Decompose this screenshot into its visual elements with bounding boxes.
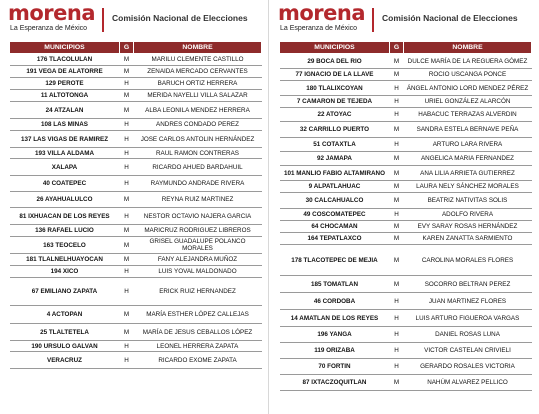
table-row <box>10 254 262 266</box>
municipio-cell: 25 TLALTETELA <box>10 324 120 341</box>
table-row <box>280 122 532 138</box>
municipio-cell: 194 XICO <box>10 266 120 278</box>
table-header-row <box>10 42 262 54</box>
gender-cell: M <box>120 306 134 324</box>
municipio-cell: 46 CORDOBA <box>280 293 390 310</box>
table-row <box>280 327 532 343</box>
gender-cell: H <box>390 343 404 359</box>
candidate-name-cell: LEONEL HERRERA ZAPATA <box>134 341 262 352</box>
municipio-cell: 51 COTAXTLA <box>280 138 390 152</box>
municipio-cell: 7 CAMARON DE TEJEDA <box>280 96 390 108</box>
table-row <box>280 221 532 233</box>
gender-cell: H <box>120 208 134 225</box>
page-gap <box>268 0 269 414</box>
table-row <box>280 54 532 69</box>
gender-cell: M <box>390 375 404 391</box>
gender-cell: H <box>390 209 404 221</box>
municipio-cell: 196 YANGA <box>280 327 390 343</box>
municipio-cell: 32 CARRILLO PUERTO <box>280 122 390 138</box>
gender-cell: H <box>390 310 404 327</box>
candidate-name-cell: BEATRIZ NATIVITAS SOLIS <box>404 193 532 209</box>
table-row <box>280 375 532 391</box>
gender-cell: M <box>390 276 404 293</box>
municipio-cell: 92 JAMAPA <box>280 152 390 166</box>
table-row <box>280 343 532 359</box>
gender-cell: M <box>120 237 134 254</box>
gender-cell: H <box>120 266 134 278</box>
candidate-name-cell: ROCIO USCANGA PONCE <box>404 69 532 81</box>
gender-cell: H <box>120 278 134 306</box>
table-row <box>10 54 262 66</box>
header-nombre: NOMBRE <box>404 42 532 54</box>
table-row <box>280 166 532 181</box>
candidate-name-cell: VICTOR CASTELAN CRIVIELI <box>404 343 532 359</box>
municipio-cell: 14 AMATLAN DE LOS REYES <box>280 310 390 327</box>
table-row <box>280 81 532 96</box>
municipio-cell: 29 BOCA DEL RIO <box>280 54 390 69</box>
table-row <box>280 152 532 166</box>
table-row <box>10 176 262 192</box>
org-title: Comisión Nacional de Elecciones <box>382 13 518 23</box>
table-row <box>10 131 262 148</box>
table-row <box>280 293 532 310</box>
table-body-right <box>280 54 532 391</box>
document-page-left <box>4 0 266 414</box>
page-header <box>274 0 536 38</box>
header-divider <box>372 8 374 32</box>
candidate-name-cell: MARÍA ESTHER LÓPEZ CALLEJAS <box>134 306 262 324</box>
gender-cell: H <box>120 176 134 192</box>
candidate-name-cell: RAUL RAMON CONTRERAS <box>134 148 262 159</box>
morena-logo: morena <box>278 1 366 25</box>
candidate-name-cell: REYNA RUIZ MARTINEZ <box>134 192 262 208</box>
municipio-cell: 26 AYAHUALULCO <box>10 192 120 208</box>
table-row <box>10 237 262 254</box>
candidate-name-cell: RICARDO AHUED BARDAHUIL <box>134 159 262 176</box>
municipio-cell: 22 ATOYAC <box>280 108 390 122</box>
table-row <box>280 209 532 221</box>
gender-cell: M <box>120 54 134 66</box>
gender-cell: H <box>120 78 134 90</box>
candidate-name-cell: EVY SARAY ROSAS HERNÁNDEZ <box>404 221 532 233</box>
table-body-left <box>10 54 262 369</box>
candidate-name-cell: FANY ALEJANDRA MUÑOZ <box>134 254 262 266</box>
gender-cell: M <box>120 225 134 237</box>
table-row <box>10 119 262 131</box>
gender-cell: M <box>390 221 404 233</box>
header-divider <box>102 8 104 32</box>
gender-cell: H <box>390 96 404 108</box>
municipio-cell: 101 MANLIO FABIO ALTAMIRANO <box>280 166 390 181</box>
table-row <box>280 108 532 122</box>
municipio-cell: 136 RAFAEL LUCIO <box>10 225 120 237</box>
table-header-row <box>280 42 532 54</box>
gender-cell: M <box>120 102 134 119</box>
candidate-name-cell: JUAN MARTINEZ FLORES <box>404 293 532 310</box>
municipio-cell: 24 ATZALAN <box>10 102 120 119</box>
municipio-cell: 108 LAS MINAS <box>10 119 120 131</box>
gender-cell: H <box>120 352 134 369</box>
table-row <box>280 193 532 209</box>
municipio-cell: 193 VILLA ALDAMA <box>10 148 120 159</box>
morena-logo: morena <box>8 1 96 25</box>
candidate-name-cell: ARTURO LARA RIVERA <box>404 138 532 152</box>
municipio-cell: 129 PEROTE <box>10 78 120 90</box>
candidate-name-cell: ADOLFO RIVERA <box>404 209 532 221</box>
municipio-cell: 176 TLACOLULAN <box>10 54 120 66</box>
gender-cell: H <box>120 159 134 176</box>
candidate-name-cell: CAROLINA MORALES FLORES <box>404 245 532 276</box>
logo-tagline: La Esperanza de México <box>280 25 358 32</box>
header-nombre: NOMBRE <box>134 42 262 54</box>
gender-cell: H <box>120 119 134 131</box>
table-row <box>280 233 532 245</box>
municipio-cell: 4 ACTOPAN <box>10 306 120 324</box>
header-gender: G <box>120 42 134 54</box>
candidate-name-cell: LUIS YOVAL MALDONADO <box>134 266 262 278</box>
table-row <box>10 352 262 369</box>
candidate-name-cell: NESTOR OCTAVIO NAJERA GARCIA <box>134 208 262 225</box>
municipio-cell: 9 ALPATLAHUAC <box>280 181 390 193</box>
table-row <box>10 192 262 208</box>
candidate-name-cell: ALBA LEONILA MENDEZ HERRERA <box>134 102 262 119</box>
candidate-name-cell: HABACUC TERRAZAS ALVERDIN <box>404 108 532 122</box>
table-row <box>10 66 262 78</box>
gender-cell: M <box>120 324 134 341</box>
table-row <box>10 324 262 341</box>
municipio-cell: 185 TOMATLAN <box>280 276 390 293</box>
candidate-name-cell: SOCORRO BELTRAN PEREZ <box>404 276 532 293</box>
municipio-cell: 119 ORIZABA <box>280 343 390 359</box>
candidate-name-cell: ANDRES CONDADO PEREZ <box>134 119 262 131</box>
candidate-name-cell: JOSE CARLOS ANTOLIN HERNÁNDEZ <box>134 131 262 148</box>
table-row <box>280 245 532 276</box>
org-title: Comisión Nacional de Elecciones <box>112 13 248 23</box>
gender-cell: M <box>120 254 134 266</box>
municipio-cell: 77 IGNACIO DE LA LLAVE <box>280 69 390 81</box>
table-row <box>280 276 532 293</box>
table-row <box>10 78 262 90</box>
table-row <box>280 359 532 375</box>
gender-cell: H <box>120 341 134 352</box>
gender-cell: M <box>390 152 404 166</box>
document-page-right <box>274 0 536 414</box>
municipio-cell: 64 CHOCAMAN <box>280 221 390 233</box>
candidate-name-cell: NAHÚM ALVAREZ PELLICO <box>404 375 532 391</box>
municipio-cell: 11 ALTOTONGA <box>10 90 120 102</box>
candidate-name-cell: MARICRUZ RODRIGUEZ LIBREROS <box>134 225 262 237</box>
municipio-cell: 137 LAS VIGAS DE RAMIREZ <box>10 131 120 148</box>
candidate-name-cell: GERARDO ROSALES VICTORIA <box>404 359 532 375</box>
candidate-name-cell: LUIS ARTURO FIGUEROA VARGAS <box>404 310 532 327</box>
table-row <box>280 310 532 327</box>
table-row <box>280 138 532 152</box>
candidate-name-cell: LAURA NELY SÁNCHEZ MORALES <box>404 181 532 193</box>
gender-cell: H <box>390 108 404 122</box>
gender-cell: H <box>390 138 404 152</box>
municipio-cell: 81 IXHUACAN DE LOS REYES <box>10 208 120 225</box>
gender-cell: M <box>390 122 404 138</box>
gender-cell: M <box>390 193 404 209</box>
table-row <box>280 96 532 108</box>
gender-cell: H <box>390 293 404 310</box>
table-row <box>10 266 262 278</box>
candidate-name-cell: ÁNGEL ANTONIO LORD MENDEZ PÉREZ <box>404 81 532 96</box>
candidate-name-cell: MARILU CLEMENTE CASTILLO <box>134 54 262 66</box>
gender-cell: H <box>390 327 404 343</box>
municipio-cell: 87 IXTACZOQUITLAN <box>280 375 390 391</box>
header-gender: G <box>390 42 404 54</box>
municipio-cell: 163 TEOCELO <box>10 237 120 254</box>
municipio-cell: 49 COSCOMATEPEC <box>280 209 390 221</box>
table-row <box>10 306 262 324</box>
table-row <box>10 159 262 176</box>
municipio-cell: 180 TLALIXCOYAN <box>280 81 390 96</box>
header-municipios: MUNICIPIOS <box>10 42 120 54</box>
municipio-cell: 181 TLALNELHUAYOCAN <box>10 254 120 266</box>
gender-cell: H <box>120 148 134 159</box>
table-row <box>10 208 262 225</box>
candidate-name-cell: DANIEL ROSAS LUNA <box>404 327 532 343</box>
gender-cell: M <box>390 69 404 81</box>
municipio-cell: 40 COATEPEC <box>10 176 120 192</box>
gender-cell: M <box>120 66 134 78</box>
table-row <box>10 278 262 306</box>
candidate-name-cell: GRISEL GUADALUPE POLANCO MORALES <box>134 237 262 254</box>
gender-cell: M <box>120 90 134 102</box>
table-row <box>10 225 262 237</box>
gender-cell: M <box>390 245 404 276</box>
municipio-cell: 67 EMILIANO ZAPATA <box>10 278 120 306</box>
table-row <box>10 102 262 119</box>
candidate-name-cell: MARÍA DE JESUS CEBALLOS LÓPEZ <box>134 324 262 341</box>
municipio-cell: 178 TLACOTEPEC DE MEJIA <box>280 245 390 276</box>
municipio-cell: VERACRUZ <box>10 352 120 369</box>
table-row <box>10 90 262 102</box>
gender-cell: M <box>120 192 134 208</box>
gender-cell: H <box>120 131 134 148</box>
candidate-name-cell: BARUCH ORTIZ HERRERA <box>134 78 262 90</box>
candidate-name-cell: RAYMUNDO ANDRADE RIVERA <box>134 176 262 192</box>
candidate-name-cell: SANDRA ESTELA BERNAVE PEÑA <box>404 122 532 138</box>
gender-cell: M <box>390 54 404 69</box>
candidate-name-cell: DULCE MARÍA DE LA REGUERA GÓMEZ <box>404 54 532 69</box>
candidate-name-cell: URIEL GONZÁLEZ ALARCÓN <box>404 96 532 108</box>
table-row <box>280 69 532 81</box>
gender-cell: H <box>390 359 404 375</box>
table-row <box>10 148 262 159</box>
table-row <box>280 181 532 193</box>
gender-cell: M <box>390 181 404 193</box>
candidate-name-cell: RICARDO EXOME ZAPATA <box>134 352 262 369</box>
gender-cell: H <box>390 81 404 96</box>
candidate-name-cell: ANA LILIA ARRIETA GUTIERREZ <box>404 166 532 181</box>
gender-cell: M <box>390 233 404 245</box>
table-row <box>10 341 262 352</box>
candidates-table-right <box>279 41 532 391</box>
gender-cell: M <box>390 166 404 181</box>
candidate-name-cell: ERICK RUIZ HERNANDEZ <box>134 278 262 306</box>
municipio-cell: 191 VEGA DE ALATORRE <box>10 66 120 78</box>
candidate-name-cell: KAREN ZANATTA SARMIENTO <box>404 233 532 245</box>
candidate-name-cell: ANGELICA MARIA FERNANDEZ <box>404 152 532 166</box>
municipio-cell: 190 URSULO GALVAN <box>10 341 120 352</box>
header-municipios: MUNICIPIOS <box>280 42 390 54</box>
municipio-cell: 30 CALCAHUALCO <box>280 193 390 209</box>
candidate-name-cell: MERIDA NAYELLI VILLA SALAZAR <box>134 90 262 102</box>
municipio-cell: XALAPA <box>10 159 120 176</box>
candidates-table-left <box>9 41 262 369</box>
logo-tagline: La Esperanza de México <box>10 25 88 32</box>
page-header <box>4 0 266 38</box>
municipio-cell: 70 FORTIN <box>280 359 390 375</box>
municipio-cell: 164 TEPATLAXCO <box>280 233 390 245</box>
candidate-name-cell: ZENAIDA MERCADO CERVANTES <box>134 66 262 78</box>
